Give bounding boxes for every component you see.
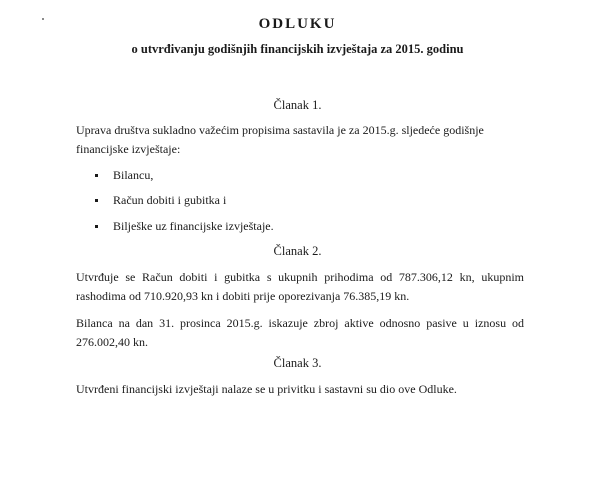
list-item-label: Račun dobiti i gubitka i — [113, 193, 227, 207]
article-2-paragraph-1: Utvrđuje se Račun dobiti i gubitka s ukupnih prihodima od 787.306,12 kn, ukupnim rashodima od 710.920,93 kn i dobiti prije oporezivanja 76.385,19 kn. — [76, 270, 524, 303]
article-2-heading: Članak 2. — [273, 244, 322, 258]
bullet-icon — [95, 199, 98, 202]
bullet-icon — [95, 225, 98, 228]
list-item-label: Bilancu, — [113, 168, 154, 182]
document-title: ODLUKU — [258, 16, 337, 32]
article-2-paragraph-2: Bilanca na dan 31. prosinca 2015.g. iskazuje zbroj aktive odnosno pasive u iznosu od 276.002,40 kn. — [76, 316, 524, 349]
article-3-text: Utvrđeni financijski izvještaji nalaze se u privitku i sastavni su dio ove Odluke. — [76, 382, 457, 396]
article-1-heading: Članak 1. — [273, 98, 322, 112]
bullet-icon — [95, 174, 98, 177]
article-3-heading: Članak 3. — [273, 356, 322, 370]
article-1-list-item — [95, 193, 226, 208]
document-subtitle: o utvrđivanju godišnjih financijskih izvještaja za 2015. godinu — [131, 42, 464, 56]
list-item-label: Bilješke uz financijske izvještaje. — [113, 219, 274, 233]
article-1-list-item — [95, 168, 153, 183]
article-1-text: Uprava društva sukladno važećim propisima sastavila je za 2015.g. sljedeće godišnje financijske izvještaje: — [76, 123, 484, 156]
article-1-list-item — [95, 219, 274, 234]
